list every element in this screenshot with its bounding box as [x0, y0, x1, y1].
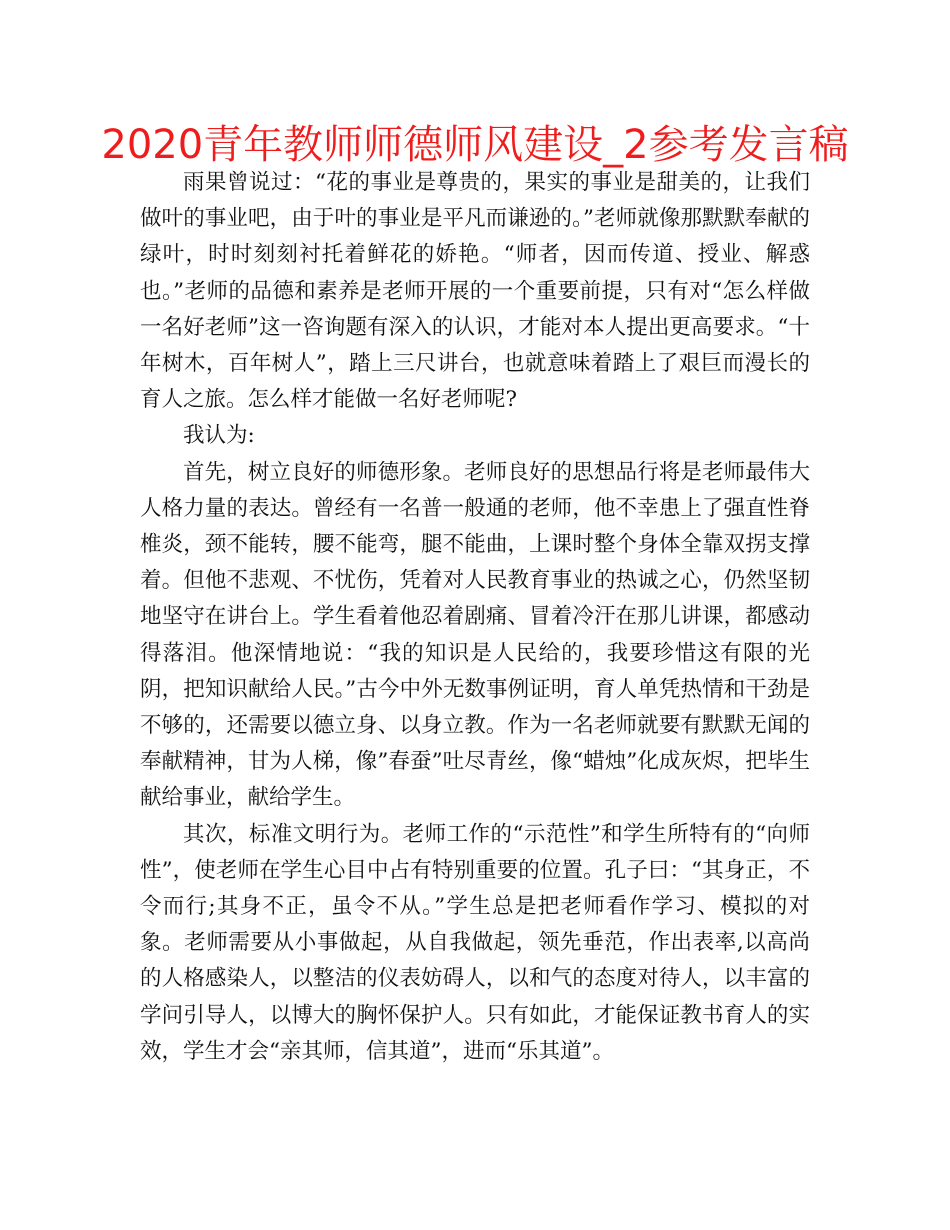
- document-body: [140, 165, 810, 1070]
- paragraph-first-point: 首先，树立良好的师德形象。老师良好的思想品行将是老师最伟大人格力量的表达。曾经有一名普一般通的老师，他不幸患上了强直性脊椎炎，颈不能转，腰不能弯，腿不能曲，上课时整个身体全靠双拐支撑着。但他不悲观、不忧伤，凭着对人民教育事业的热诚之心，仍然坚韧地坚守在讲台上。学生看着他忍着剧痛、冒着冷汗在那儿讲课，都感动得落泪。他深情地说：“我的知识是人民给的，我要珍惜这有限的光阴，把知识献给人民。”古今中外无数事例证明，育人单凭热情和干劲是不够的，还需要以德立身、以身立教。作为一名老师就要有默默无闻的奉献精神，甘为人梯，像”春蚕”吐尽青丝，像“蜡烛”化成灰烬，把毕生献给事业，献给学生。: [140, 459, 810, 811]
- document-title: 2020青年教师师德师风建设_2参考发言稿: [101, 122, 849, 168]
- paragraph-intro: 雨果曾说过：“花的事业是尊贵的，果实的事业是甜美的，让我们做叶的事业吧，由于叶的事业是平凡而谦逊的。”老师就像那默默奉献的绿叶，时时刻刻衬托着鲜花的娇艳。“师者，因而传道、授业、解惑也。”老师的品德和素养是老师开展的一个重要前提，只有对“怎么样做一名好老师”这一咨询题有深入的认识，才能对本人提出更高要求。“十年树木，百年树人”，踏上三尺讲台，也就意味着踏上了艰巨而漫长的育人之旅。怎么样才能做一名好老师呢?: [140, 170, 810, 413]
- paragraph-second-point: 其次，标准文明行为。老师工作的“示范性”和学生所特有的“向师性”，使老师在学生心目中占有特别重要的位置。孔子曰：“其身正，不令而行;其身不正，虽令不从。”学生总是把老师看作学习、模拟的对象。老师需要从小事做起，从自我做起，领先垂范，作出表率,以高尚的人格感染人，以整洁的仪表妨碍人，以和气的态度对待人，以丰富的学问引导人，以博大的胸怀保护人。只有如此，才能保证教书育人的实效，学生才会“亲其师，信其道”，进而“乐其道”。: [140, 821, 810, 1064]
- paragraph-opinion: 我认为:: [183, 423, 255, 449]
